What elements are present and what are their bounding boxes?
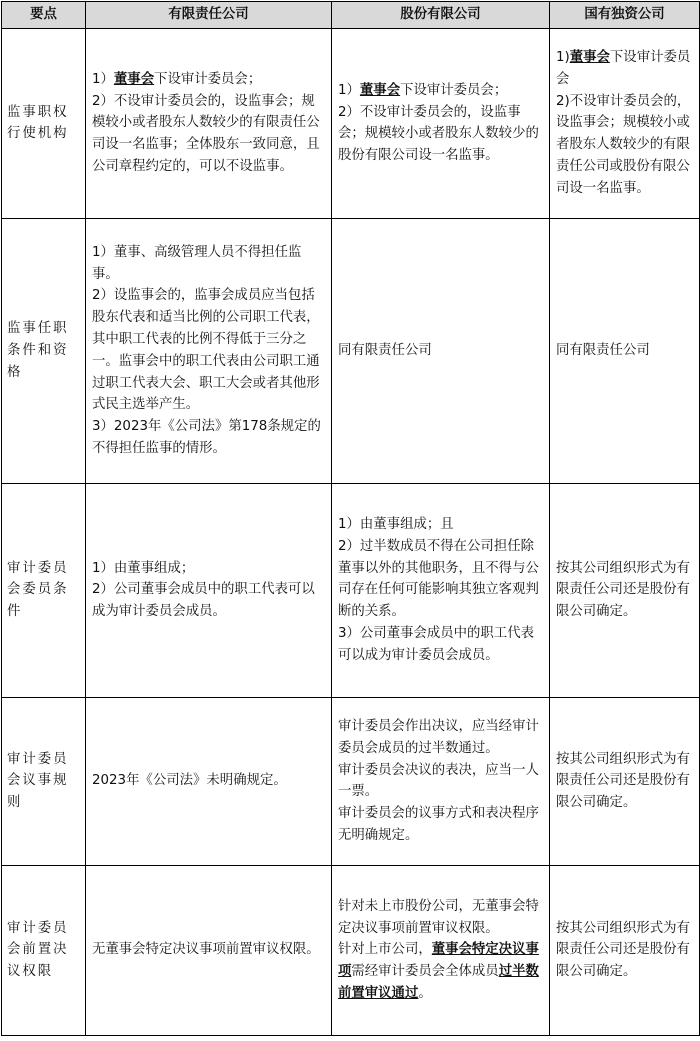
cell-paragraph [92,242,325,286]
cell-llc [86,28,332,218]
cell-soe [550,483,700,697]
cell-paragraph [338,896,543,940]
cell-jsc [332,483,550,697]
cell-jsc [332,865,550,1035]
cell-text: 1）由董事组成；且 [338,517,454,532]
cell-paragraph [556,918,693,983]
cell-text: 下设审计委员会； [154,71,262,87]
cell-paragraph [92,91,325,178]
cell-text: 2）过半数成员不得在公司担任除董事以外的其他职务，且不得与公司存在任何可能影响其独立客观判断的关系。 [338,538,539,620]
cell-paragraph [338,803,543,847]
emphasis-text: 董事会特定决议事项 [338,942,539,980]
cell-soe [550,28,700,218]
cell-text: 1）由董事组成； [92,560,195,576]
cell-text: 按其公司组织形式为有限责任公司还是股份有限公司确定。 [556,920,690,980]
table-row [2,697,700,865]
emphasis-text: 董事会 [359,82,401,98]
cell-text: 需经审计委员会全体成员 [351,964,499,980]
cell-paragraph [338,623,543,667]
table-row [2,218,700,483]
row-key: 审计委员会议事规则 [2,697,86,865]
cell-text: 。 [418,985,432,1001]
table-row [2,28,700,218]
row-key: 监事任职条件和资格 [2,218,86,483]
cell-soe [550,218,700,483]
cell-text: 2023年《公司法》未明确规定。 [92,773,287,789]
cell-paragraph [556,340,693,362]
cell-llc [86,483,332,697]
cell-paragraph [338,102,543,167]
cell-paragraph [92,69,325,91]
cell-text: 审计委员会作出决议，应当经审计委员会成员的过半数通过。 [338,718,539,756]
cell-paragraph [556,749,693,814]
comparison-table [1,1,700,1036]
cell-jsc [332,218,550,483]
cell-text: 2）不设审计委员会的，设监事会；规模较小或者股东人数较少的股份有限公司设一名监事。 [338,104,539,164]
cell-text: 1） [92,71,114,87]
cell-text: 3）2023年《公司法》第178条规定的不得担任监事的情形。 [92,419,321,456]
header-soe: 国有独资公司 [550,2,700,29]
cell-jsc [332,28,550,218]
cell-text: 1）董事、高级管理人员不得担任监事。 [92,244,302,282]
cell-paragraph [338,536,543,623]
cell-paragraph [92,770,325,792]
cell-paragraph [338,939,543,1004]
cell-paragraph [556,558,693,623]
row-key: 审计委员会前置决议权限 [2,865,86,1035]
cell-text: 同有限责任公司 [556,342,650,358]
cell-text: 同有限责任公司 [338,342,432,358]
cell-soe [550,865,700,1035]
cell-paragraph [338,340,543,362]
emphasis-text: 过半数前置审议通过 [338,964,539,1001]
cell-text: 针对上市公司， [338,942,432,958]
cell-llc [86,218,332,483]
cell-paragraph [338,760,543,804]
table-row [2,483,700,697]
table-row [2,865,700,1035]
row-key: 监事职权行使机构 [2,28,86,218]
cell-text: 下设审计委员会； [400,82,508,98]
cell-text: 按其公司组织形式为有限责任公司还是股份有限公司确定。 [556,751,690,811]
cell-text: 无董事会特定决议事项前置审议权限。 [92,942,320,958]
cell-paragraph [338,716,543,760]
row-key: 审计委员会委员条件 [2,483,86,697]
emphasis-text: 董事会 [113,71,155,87]
header-key: 要点 [2,2,86,29]
cell-text: 3）公司董事会成员中的职工代表可以成为审计委员会成员。 [338,625,534,663]
cell-text: 1) [556,50,570,65]
cell-text: 2）公司董事会成员中的职工代表可以成为审计委员会成员。 [92,582,315,620]
cell-text: 下设审计委员会 [556,50,691,87]
cell-paragraph [556,91,693,200]
cell-text: 2)不设审计委员会的，设监事会；规模较小或者股东人数较少的有限责任公司或股份有限公司设一名监事。 [556,93,691,196]
cell-llc [86,865,332,1035]
header-row [2,2,700,29]
cell-soe [550,697,700,865]
cell-paragraph [556,47,693,91]
header-jsc: 股份有限公司 [332,2,550,29]
cell-paragraph [92,579,325,623]
cell-text: 按其公司组织形式为有限责任公司还是股份有限公司确定。 [556,560,690,620]
cell-text: 2）不设审计委员会的，设监事会；规模较小或者股东人数较少的有限责任公司设一名监事；全体股东一致同意，且公司章程约定的，可以不设监事。 [92,93,320,174]
cell-text: 审计委员会决议的表决，应当一人一票。 [338,762,539,800]
cell-text: 1） [338,82,360,98]
cell-paragraph [92,416,325,460]
cell-text: 2）设监事会的，监事会成员应当包括股东代表和适当比例的公司职工代表，其中职工代表的比例不得低于三分之一。监事会中的职工代表由公司职工通过职工代表大会、职工大会或者其他形式民主选举产生。 [92,288,320,413]
cell-jsc [332,697,550,865]
cell-paragraph [92,285,325,416]
cell-paragraph [338,514,543,536]
emphasis-text: 董事会 [569,50,610,65]
cell-text: 针对未上市股份公司，无董事会特定决议事项前置审议权限。 [338,898,539,936]
cell-paragraph [338,80,543,102]
header-llc: 有限责任公司 [86,2,332,29]
cell-paragraph [92,558,325,580]
cell-text: 审计委员会的议事方式和表决程序无明确规定。 [338,806,539,843]
cell-llc [86,697,332,865]
cell-paragraph [92,939,325,961]
